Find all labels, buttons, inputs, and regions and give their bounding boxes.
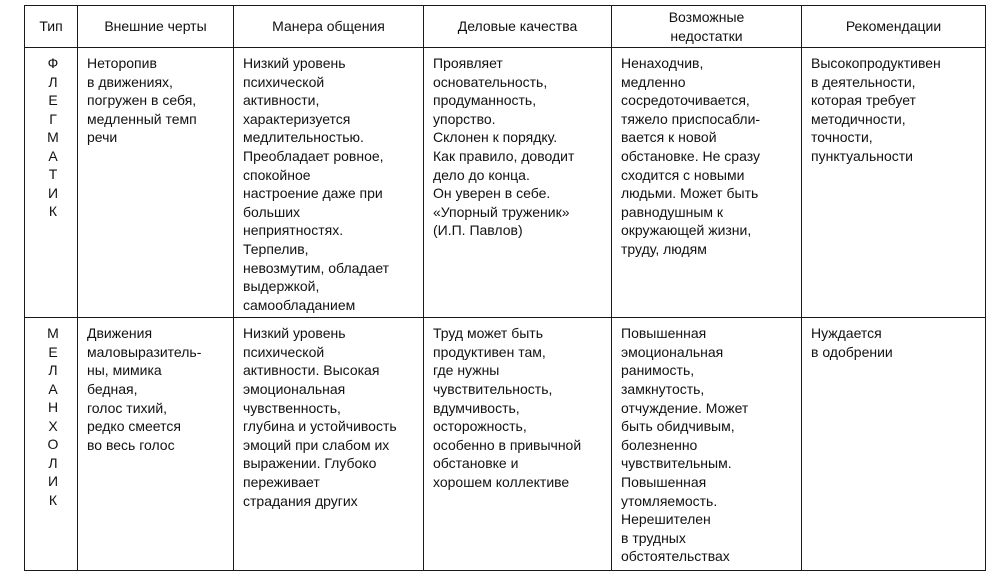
table-row bbox=[25, 48, 986, 318]
external-traits-cell: Движения маловыразитель- ны, мимика бедная, голос тихий, редко смеется во весь голос bbox=[78, 318, 234, 571]
header-business-qualities: Деловые качества bbox=[424, 6, 612, 48]
recommendations-cell: Нуждается в одобрении bbox=[802, 318, 986, 571]
type-cell bbox=[25, 48, 78, 318]
type-cell bbox=[25, 318, 78, 571]
header-recommendations: Рекомендации bbox=[802, 6, 986, 48]
header-communication-manner: Манера общения bbox=[234, 6, 424, 48]
recommendations-cell: Высокопродуктивен в деятельности, которая требует методичности, точности, пунктуальности bbox=[802, 48, 986, 318]
communication-manner-cell: Низкий уровень психической активности. Высокая эмоциональная чувственность, глубина и устойчивость эмоций при слабом их выражении. Глубоко переживает страдания других bbox=[234, 318, 424, 571]
business-qualities-cell: Труд может быть продуктивен там, где нужны чувствительность, вдумчивость, осторожность, особенно в привычной обстановке и хорошем коллективе bbox=[424, 318, 612, 571]
header-external-traits: Внешние черты bbox=[78, 6, 234, 48]
type-label-vertical: МЕЛАНХОЛИК bbox=[47, 325, 59, 508]
table-row bbox=[25, 318, 986, 571]
communication-manner-cell: Низкий уровень психической активности, характеризуется медлительностью. Преобладает ровное, спокойное настроение даже при больших неприятностях. Терпелив, невозмутим, обладает выдержкой, самообладанием bbox=[234, 48, 424, 318]
table-header-row bbox=[25, 6, 986, 48]
possible-drawbacks-cell: Ненаходчив, медленно сосредоточивается, тяжело приспосабли- вается к новой обстановке. Не сразу сходится с новыми людьми. Может быть равнодушным к окружающей жизни, труду, людям bbox=[612, 48, 802, 318]
type-label-vertical: ФЛЕГМАТИК bbox=[47, 55, 59, 219]
external-traits-cell: Неторопив в движениях, погружен в себя, медленный темп речи bbox=[78, 48, 234, 318]
header-possible-drawbacks: Возможные недостатки bbox=[612, 6, 802, 48]
temperament-table bbox=[24, 5, 986, 571]
business-qualities-cell: Проявляет основательность, продуманность, упорство. Склонен к порядку. Как правило, доводит дело до конца. Он уверен в себе. «Упорный труженик» (И.П. Павлов) bbox=[424, 48, 612, 318]
possible-drawbacks-cell: Повышенная эмоциональная ранимость, замкнутость, отчуждение. Может быть обидчивым, болезненно чувствительным. Повышенная утомляемость. Нерешителен в трудных обстоятельствах bbox=[612, 318, 802, 571]
header-type: Тип bbox=[25, 6, 78, 48]
